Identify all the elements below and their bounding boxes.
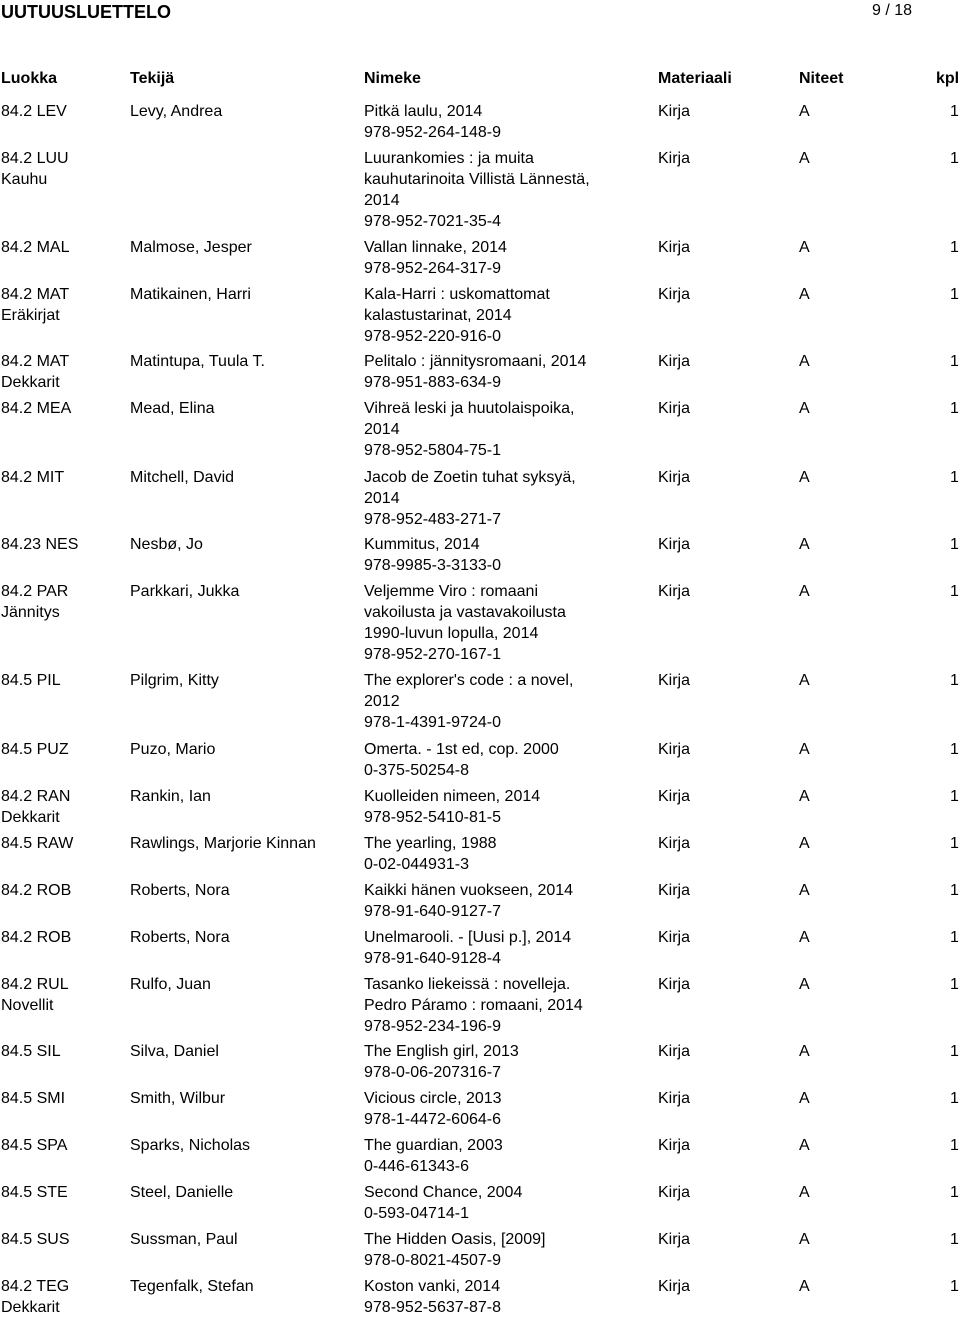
kpl-cell: 1 (950, 286, 959, 303)
title-cell-line: Vicious circle, 2013 (364, 1090, 502, 1107)
kpl-cell: 1 (950, 400, 959, 417)
niteet-cell: A (799, 583, 810, 600)
classification-cell-line: 84.2 ROB (1, 929, 72, 946)
title-cell-line: Luurankomies : ja muita (364, 150, 534, 167)
title-cell (364, 1229, 596, 1271)
kpl-cell: 1 (950, 976, 959, 993)
kpl-cell: 1 (950, 741, 959, 758)
niteet-cell: A (799, 103, 810, 120)
title-cell-line: 0-02-044931-3 (364, 856, 469, 873)
author-cell (130, 351, 360, 372)
title-cell-line: 978-91-640-9127-7 (364, 903, 501, 920)
title-cell-line: Koston vanki, 2014 (364, 1278, 501, 1295)
title-cell (364, 1276, 596, 1318)
title-cell-line: 978-952-7021-35-4 (364, 213, 501, 230)
title-cell-line: Vallan linnake, 2014 (364, 239, 507, 256)
classification-cell-line: 84.2 LEV (1, 103, 67, 120)
niteet-cell: A (799, 400, 810, 417)
title-cell (364, 1135, 596, 1177)
classification-cell (1, 534, 126, 555)
classification-cell (1, 467, 126, 488)
classification-cell (1, 148, 126, 190)
title-cell-line: The yearling, 1988 (364, 835, 497, 852)
material-cell: Kirja (658, 672, 691, 689)
niteet-cell: A (799, 1090, 810, 1107)
author-cell (130, 974, 360, 995)
title-cell (364, 739, 596, 781)
title-cell (364, 927, 596, 969)
classification-cell (1, 1041, 126, 1062)
material-cell: Kirja (658, 1231, 691, 1248)
title-cell-line: 2012 (364, 693, 400, 710)
author-cell-line: Malmose, Jesper (130, 239, 252, 256)
classification-cell-line: 84.5 PIL (1, 672, 61, 689)
classification-cell-line: Kauhu (1, 171, 48, 188)
title-cell (364, 467, 596, 530)
title-cell-line: Pitkä laulu, 2014 (364, 103, 483, 120)
author-cell-line: Puzo, Mario (130, 741, 216, 758)
kpl-cell: 1 (950, 835, 959, 852)
niteet-cell: A (799, 239, 810, 256)
author-cell-line: Mitchell, David (130, 469, 235, 486)
title-cell (364, 534, 596, 576)
kpl-cell: 1 (950, 150, 959, 167)
author-cell-line: Sparks, Nicholas (130, 1137, 251, 1154)
kpl-cell: 1 (950, 882, 959, 899)
classification-cell (1, 581, 126, 623)
author-cell (130, 581, 360, 602)
material-cell: Kirja (658, 1090, 691, 1107)
kpl-cell: 1 (950, 1184, 959, 1201)
title-cell-line: Kummitus, 2014 (364, 536, 480, 553)
title-cell-line: 978-0-8021-4507-9 (364, 1252, 501, 1269)
classification-cell-line: 84.23 NES (1, 536, 79, 553)
kpl-cell: 1 (950, 469, 959, 486)
classification-cell-line: Dekkarit (1, 809, 60, 826)
classification-cell (1, 786, 126, 828)
material-cell: Kirja (658, 103, 691, 120)
title-cell-line: 978-952-5637-87-8 (364, 1299, 501, 1316)
material-cell: Kirja (658, 1043, 691, 1060)
kpl-cell: 1 (950, 1231, 959, 1248)
author-cell-line: Rulfo, Juan (130, 976, 211, 993)
author-cell (130, 534, 360, 555)
title-cell-line: 978-1-4472-6064-6 (364, 1111, 501, 1128)
title-cell-line: 2014 (364, 490, 400, 507)
title-cell-line: kalastustarinat, 2014 (364, 307, 512, 324)
table-header (0, 70, 960, 90)
author-cell (130, 833, 360, 854)
author-cell (130, 786, 360, 807)
title-cell-line: 2014 (364, 421, 400, 438)
classification-cell (1, 1088, 126, 1109)
classification-cell (1, 880, 126, 901)
title-cell-line: Pedro Páramo : romaani, 2014 (364, 997, 583, 1014)
title-cell-line: 978-952-5410-81-5 (364, 809, 501, 826)
classification-cell (1, 1276, 126, 1318)
niteet-cell: A (799, 882, 810, 899)
title-cell-line: Omerta. - 1st ed, cop. 2000 (364, 741, 559, 758)
title-cell-line: 978-952-483-271-7 (364, 511, 501, 528)
kpl-cell: 1 (950, 1278, 959, 1295)
classification-cell-line: 84.2 TEG (1, 1278, 70, 1295)
title-cell (364, 398, 596, 461)
classification-cell-line: 84.2 RUL (1, 976, 69, 993)
title-cell-line: Kala-Harri : uskomattomat (364, 286, 550, 303)
title-cell-line: Unelmarooli. - [Uusi p.], 2014 (364, 929, 572, 946)
classification-cell (1, 1135, 126, 1156)
classification-cell-line: 84.2 MAT (1, 286, 70, 303)
title-cell-line: Tasanko liekeissä : novelleja. (364, 976, 571, 993)
author-cell (130, 237, 360, 258)
classification-cell-line: 84.5 STE (1, 1184, 68, 1201)
material-cell: Kirja (658, 882, 691, 899)
classification-cell (1, 739, 126, 760)
author-cell (130, 739, 360, 760)
classification-cell (1, 833, 126, 854)
title-cell (364, 786, 596, 828)
classification-cell-line: Novellit (1, 997, 54, 1014)
classification-cell (1, 927, 126, 948)
title-cell (364, 1041, 596, 1083)
title-cell-line: The explorer's code : a novel, (364, 672, 574, 689)
material-cell: Kirja (658, 353, 691, 370)
header-niteet: Niteet (799, 70, 844, 87)
author-cell-line: Matintupa, Tuula T. (130, 353, 265, 370)
classification-cell-line: 84.5 PUZ (1, 741, 69, 758)
material-cell: Kirja (658, 239, 691, 256)
author-cell-line: Silva, Daniel (130, 1043, 219, 1060)
classification-cell-line: Jännitys (1, 604, 60, 621)
niteet-cell: A (799, 353, 810, 370)
material-cell: Kirja (658, 929, 691, 946)
title-cell-line: The English girl, 2013 (364, 1043, 519, 1060)
author-cell-line: Parkkari, Jukka (130, 583, 240, 600)
title-cell-line: Second Chance, 2004 (364, 1184, 523, 1201)
kpl-cell: 1 (950, 788, 959, 805)
title-cell (364, 833, 596, 875)
title-cell-line: 978-0-06-207316-7 (364, 1064, 501, 1081)
classification-cell (1, 670, 126, 691)
title-cell-line: The Hidden Oasis, [2009] (364, 1231, 546, 1248)
niteet-cell: A (799, 929, 810, 946)
niteet-cell: A (799, 1137, 810, 1154)
niteet-cell: A (799, 1278, 810, 1295)
author-cell (130, 398, 360, 419)
classification-cell-line: 84.5 RAW (1, 835, 74, 852)
title-cell-line: 978-951-883-634-9 (364, 374, 501, 391)
title-cell-line: vakoilusta ja vastavakoilusta (364, 604, 566, 621)
title-cell (364, 1182, 596, 1224)
header-tekija: Tekijä (130, 70, 175, 87)
author-cell-line: Levy, Andrea (130, 103, 223, 120)
title-cell-line: 0-593-04714-1 (364, 1205, 469, 1222)
header-luokka: Luokka (1, 70, 58, 87)
author-cell (130, 467, 360, 488)
title-cell-line: 978-952-264-148-9 (364, 124, 501, 141)
title-cell-line: 0-375-50254-8 (364, 762, 469, 779)
title-cell-line: kauhutarinoita Villistä Lännestä, (364, 171, 590, 188)
title-cell-line: The guardian, 2003 (364, 1137, 503, 1154)
niteet-cell: A (799, 788, 810, 805)
title-cell (364, 284, 596, 347)
title-cell (364, 670, 596, 733)
classification-cell (1, 1229, 126, 1250)
niteet-cell: A (799, 1184, 810, 1201)
page-title: UUTUUSLUETTELO (1, 2, 171, 22)
title-cell-line: 978-9985-3-3133-0 (364, 557, 501, 574)
kpl-cell: 1 (950, 1043, 959, 1060)
material-cell: Kirja (658, 583, 691, 600)
kpl-cell: 1 (950, 583, 959, 600)
material-cell: Kirja (658, 1184, 691, 1201)
header-kpl: kpl (936, 70, 960, 87)
niteet-cell: A (799, 536, 810, 553)
material-cell: Kirja (658, 469, 691, 486)
niteet-cell: A (799, 672, 810, 689)
author-cell-line: Nesbø, Jo (130, 536, 203, 553)
title-cell-line: Vihreä leski ja huutolaispoika, (364, 400, 575, 417)
classification-cell-line: 84.2 MAT (1, 353, 70, 370)
classification-cell-line: 84.2 ROB (1, 882, 72, 899)
author-cell-line: Roberts, Nora (130, 882, 230, 899)
classification-cell-line: 84.5 SPA (1, 1137, 68, 1154)
classification-cell (1, 1182, 126, 1203)
material-cell: Kirja (658, 150, 691, 167)
classification-cell-line: Dekkarit (1, 1299, 60, 1316)
title-cell (364, 1088, 596, 1130)
author-cell-line: Pilgrim, Kitty (130, 672, 219, 689)
niteet-cell: A (799, 150, 810, 167)
header-materiaali: Materiaali (658, 70, 732, 87)
classification-cell (1, 351, 126, 393)
kpl-cell: 1 (950, 239, 959, 256)
title-cell-line: Kaikki hänen vuokseen, 2014 (364, 882, 574, 899)
classification-cell-line: 84.2 MAL (1, 239, 70, 256)
kpl-cell: 1 (950, 672, 959, 689)
classification-cell (1, 101, 126, 122)
kpl-cell: 1 (950, 103, 959, 120)
title-cell (364, 148, 596, 232)
title-cell-line: 978-952-270-167-1 (364, 646, 501, 663)
kpl-cell: 1 (950, 1090, 959, 1107)
title-cell-line: Pelitalo : jännitysromaani, 2014 (364, 353, 587, 370)
material-cell: Kirja (658, 976, 691, 993)
material-cell: Kirja (658, 536, 691, 553)
author-cell (130, 1135, 360, 1156)
niteet-cell: A (799, 1043, 810, 1060)
author-cell-line: Rawlings, Marjorie Kinnan (130, 835, 316, 852)
kpl-cell: 1 (950, 929, 959, 946)
author-cell (130, 1088, 360, 1109)
author-cell (130, 1041, 360, 1062)
material-cell: Kirja (658, 1278, 691, 1295)
author-cell (130, 1182, 360, 1203)
material-cell: Kirja (658, 286, 691, 303)
classification-cell-line: 84.2 RAN (1, 788, 71, 805)
material-cell: Kirja (658, 741, 691, 758)
classification-cell-line: 84.2 MIT (1, 469, 65, 486)
classification-cell-line: 84.2 PAR (1, 583, 69, 600)
niteet-cell: A (799, 286, 810, 303)
title-cell-line: 2014 (364, 192, 400, 209)
kpl-cell: 1 (950, 536, 959, 553)
kpl-cell: 1 (950, 1137, 959, 1154)
title-cell-line: 978-952-220-916-0 (364, 328, 501, 345)
niteet-cell: A (799, 469, 810, 486)
niteet-cell: A (799, 741, 810, 758)
title-cell (364, 880, 596, 922)
classification-cell-line: 84.2 MEA (1, 400, 72, 417)
niteet-cell: A (799, 1231, 810, 1248)
classification-cell (1, 974, 126, 1016)
classification-cell-line: 84.5 SMI (1, 1090, 66, 1107)
classification-cell-line: 84.5 SIL (1, 1043, 61, 1060)
classification-cell-line: 84.5 SUS (1, 1231, 70, 1248)
classification-cell (1, 284, 126, 326)
author-cell (130, 1276, 360, 1297)
title-cell (364, 974, 596, 1037)
title-cell-line: 978-952-5804-75-1 (364, 442, 501, 459)
classification-cell-line: Eräkirjat (1, 307, 60, 324)
author-cell-line: Smith, Wilbur (130, 1090, 226, 1107)
header-nimeke: Nimeke (364, 70, 421, 87)
title-cell (364, 581, 596, 665)
material-cell: Kirja (658, 1137, 691, 1154)
author-cell-line: Rankin, Ian (130, 788, 211, 805)
author-cell-line: Steel, Danielle (130, 1184, 234, 1201)
classification-cell-line: Dekkarit (1, 374, 60, 391)
material-cell: Kirja (658, 400, 691, 417)
author-cell-line: Matikainen, Harri (130, 286, 251, 303)
title-cell-line: Veljemme Viro : romaani (364, 583, 538, 600)
author-cell-line: Tegenfalk, Stefan (130, 1278, 254, 1295)
author-cell (130, 101, 360, 122)
title-cell-line: 978-952-264-317-9 (364, 260, 501, 277)
title-cell (364, 237, 596, 279)
material-cell: Kirja (658, 835, 691, 852)
author-cell (130, 284, 360, 305)
title-cell-line: 1990-luvun lopulla, 2014 (364, 625, 539, 642)
author-cell-line: Roberts, Nora (130, 929, 230, 946)
author-cell (130, 670, 360, 691)
title-cell-line: 978-952-234-196-9 (364, 1018, 501, 1035)
title-cell-line: 978-1-4391-9724-0 (364, 714, 501, 731)
classification-cell (1, 237, 126, 258)
kpl-cell: 1 (950, 353, 959, 370)
page-number: 9 / 18 (872, 2, 913, 19)
niteet-cell: A (799, 976, 810, 993)
title-cell (364, 351, 596, 393)
title-cell-line: Kuolleiden nimeen, 2014 (364, 788, 541, 805)
author-cell-line: Mead, Elina (130, 400, 215, 417)
classification-cell (1, 398, 126, 419)
niteet-cell: A (799, 835, 810, 852)
title-cell-line: Jacob de Zoetin tuhat syksyä, (364, 469, 576, 486)
title-cell-line: 978-91-640-9128-4 (364, 950, 501, 967)
author-cell (130, 927, 360, 948)
author-cell (130, 880, 360, 901)
author-cell-line: Sussman, Paul (130, 1231, 238, 1248)
author-cell (130, 1229, 360, 1250)
title-cell-line: 0-446-61343-6 (364, 1158, 469, 1175)
title-cell (364, 101, 596, 143)
classification-cell-line: 84.2 LUU (1, 150, 69, 167)
material-cell: Kirja (658, 788, 691, 805)
